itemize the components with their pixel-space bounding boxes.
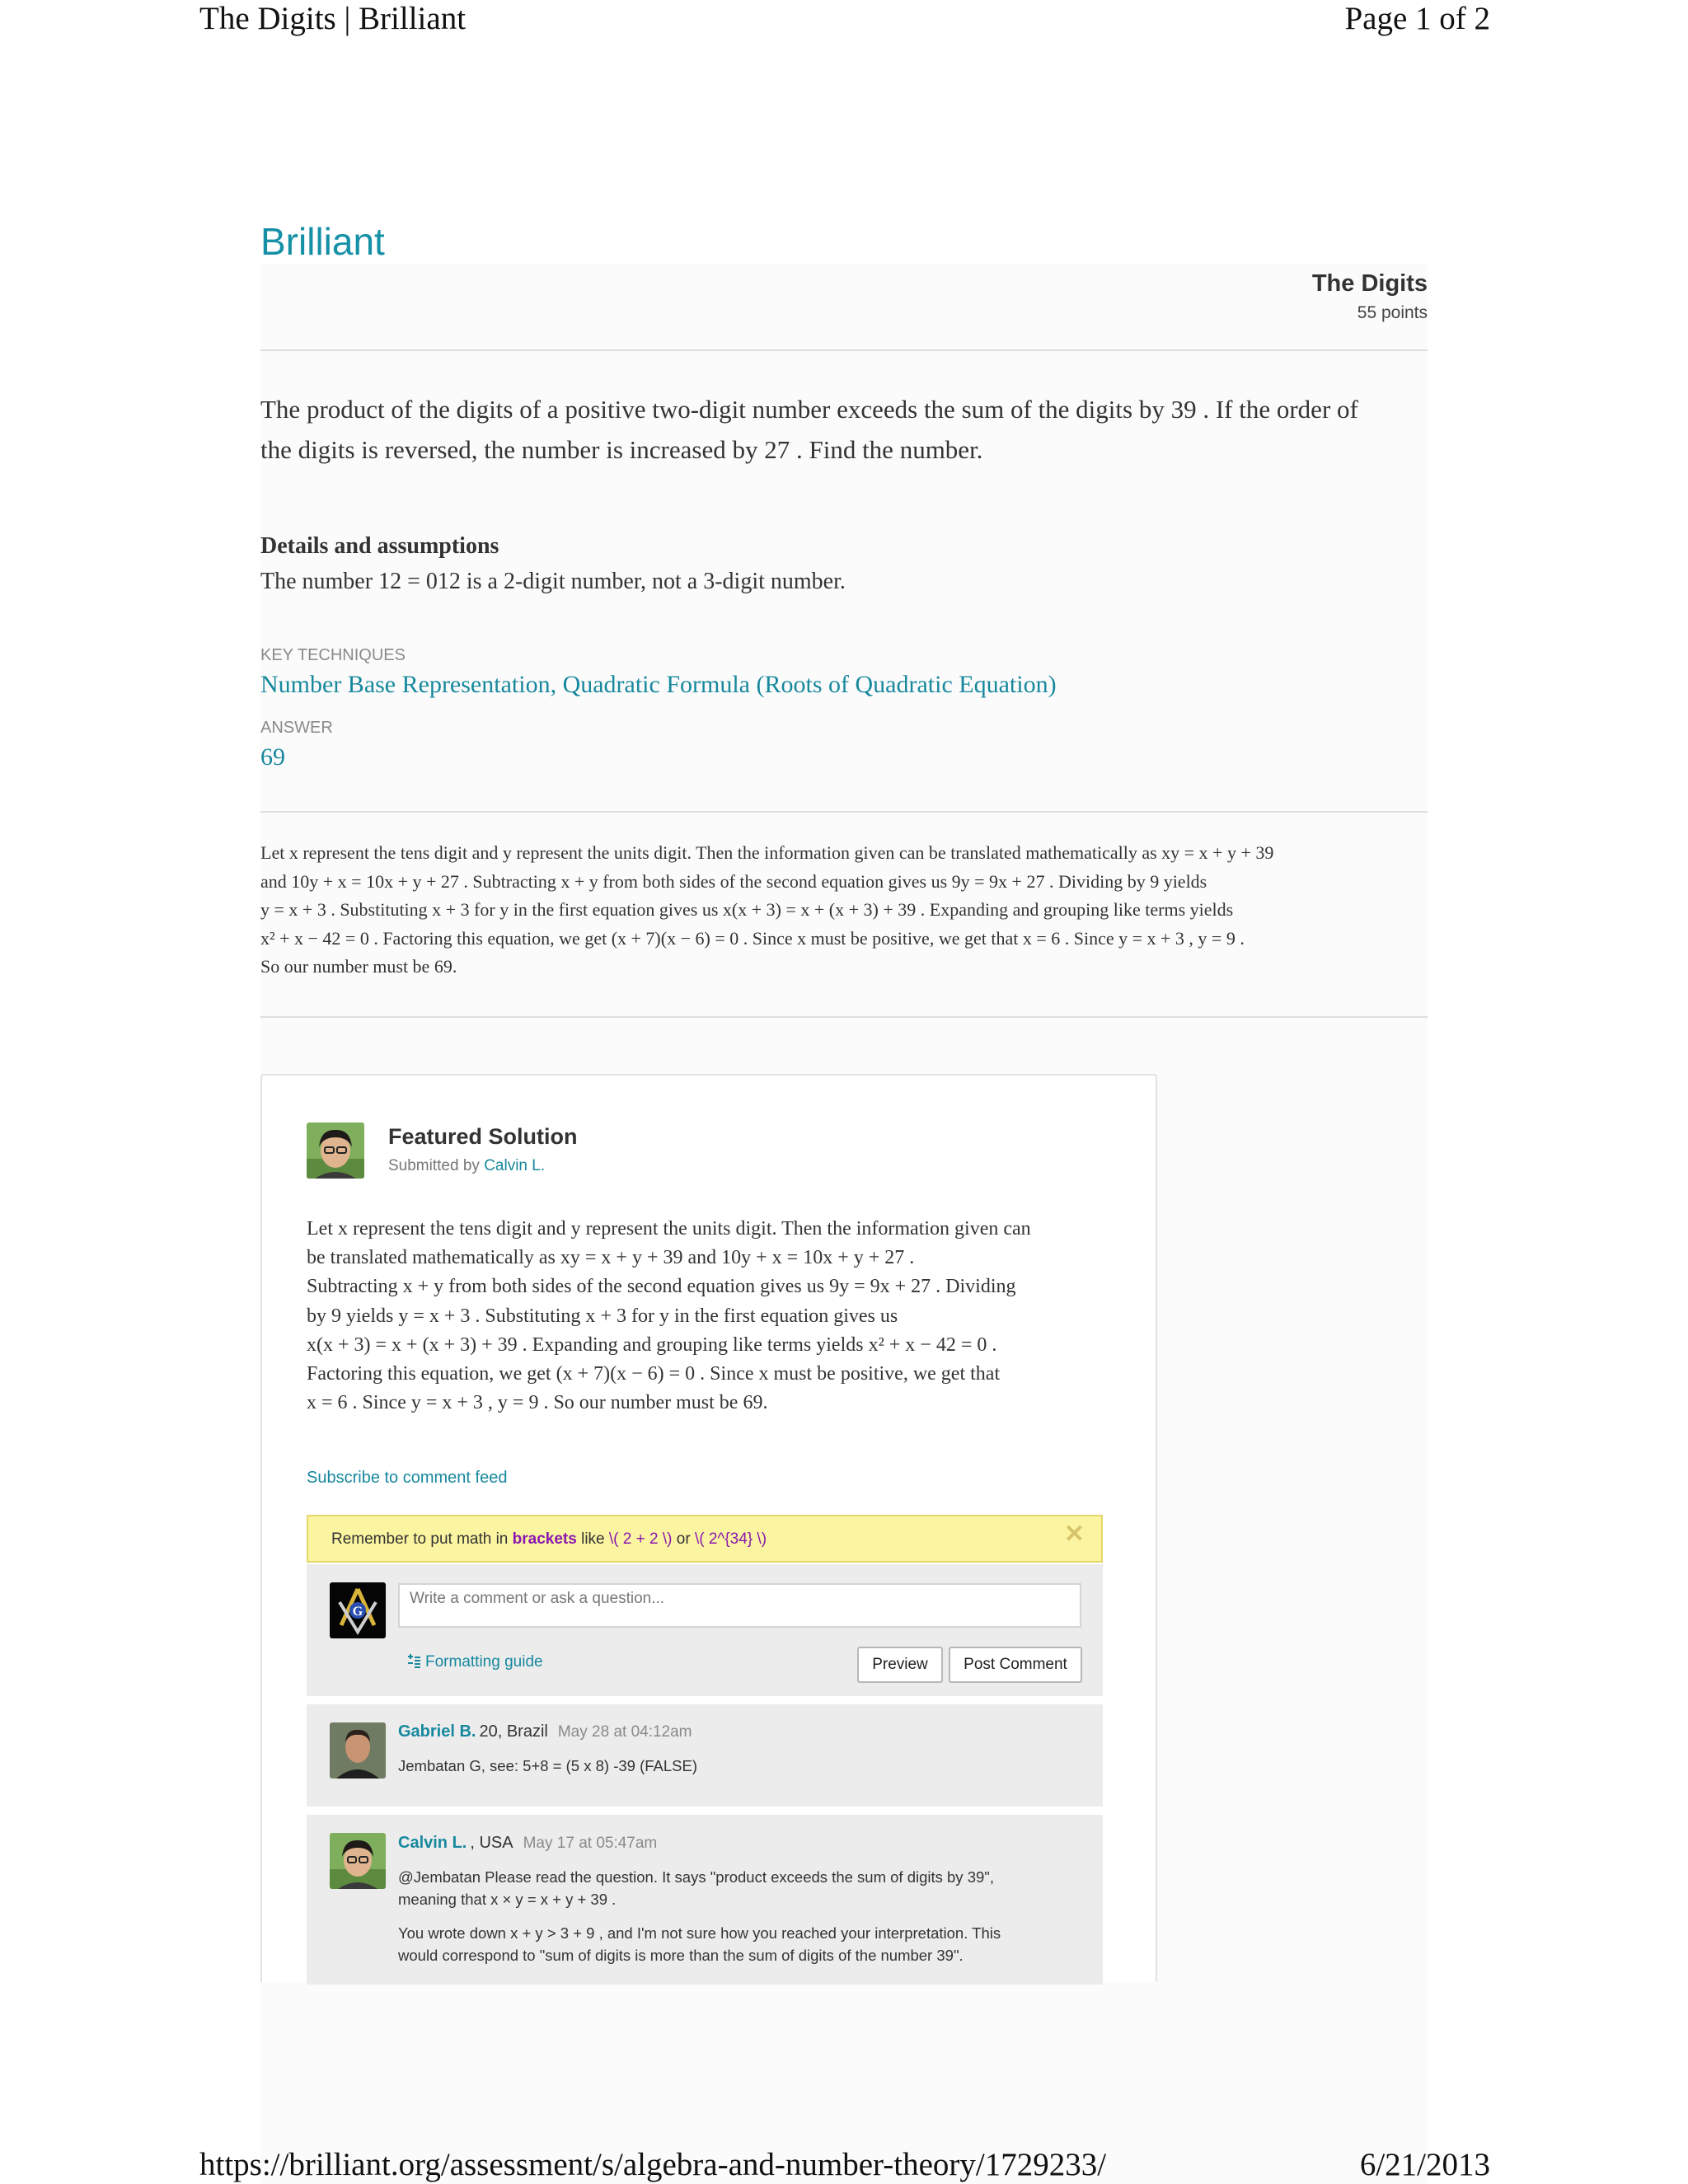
notice-or: or [676, 1530, 691, 1548]
comment-line: @Jembatan Please read the question. It says "product exceeds the sum of digits by 39", [398, 1868, 994, 1886]
key-techniques-link[interactable]: Number Base Representation, Quadratic Formula (Roots of Quadratic Equation) [260, 671, 1057, 698]
comment-line: You wrote down x + y > 3 + 9 , and I'm not sure how you reached your interpretation. This [398, 1924, 1001, 1942]
key-techniques-label: KEY TECHNIQUES [260, 646, 406, 664]
featured-line: by 9 yields y = x + 3 . Substituting x + 3 for y in the first equation gives us [307, 1305, 898, 1327]
featured-line: be translated mathematically as xy = x + y + 39 and 10y + x = 10x + y + 27 . [307, 1247, 915, 1269]
notice-example-1: \( 2 + 2 \) [608, 1530, 673, 1548]
answer-label: ANSWER [260, 719, 333, 737]
problem-text-line-1: The product of the digits of a positive two-digit number exceeds the sum of the digits by 39 . If the order of [260, 395, 1358, 424]
formatting-guide-label[interactable]: Formatting guide [425, 1653, 543, 1671]
brackets-link[interactable]: brackets [512, 1530, 577, 1548]
brilliant-logo-link[interactable]: Brilliant [260, 220, 385, 263]
submitted-by-prefix: Submitted by [388, 1157, 480, 1174]
solution-line: and 10y + x = 10x + y + 27 . Subtracting x + y from both sides of the second equation gives us 9y = 9x + 27 . Dividing by 9 yields [260, 870, 1207, 892]
solution-line: Let x represent the tens digit and y represent the units digit. Then the information given can be translated mathematically as xy = x + y + 39 [260, 842, 1274, 863]
formatting-icon [406, 1653, 422, 1670]
solution-line: So our number must be 69. [260, 956, 457, 977]
notice-text [331, 1530, 767, 1549]
print-page-title: The Digits | Brilliant [199, 1, 467, 36]
comment-author-link[interactable]: Calvin L. [398, 1834, 467, 1852]
details-heading: Details and assumptions [260, 533, 499, 559]
comment-timestamp: May 28 at 04:12am [557, 1723, 692, 1741]
gabriel-avatar[interactable] [330, 1722, 386, 1779]
solution-text [260, 839, 1273, 982]
solution-line: x² + x − 42 = 0 . Factoring this equation, we get (x + 7)(x − 6) = 0 . Since x must be positive, we get that x = 6 . Since y = x + 3 , y = 9 . [260, 927, 1245, 949]
comment-body [398, 1866, 1001, 1966]
divider [260, 1016, 1428, 1018]
featured-line: Subtracting x + y from both sides of the second equation gives us 9y = 9x + 27 . Dividing [307, 1276, 1016, 1298]
preview-button[interactable]: Preview [857, 1647, 943, 1683]
comment-header [398, 1722, 692, 1741]
comment-location: , USA [470, 1834, 513, 1852]
featured-line: Factoring this equation, we get (x + 7)(x − 6) = 0 . Since x must be positive, we get that [307, 1363, 1001, 1385]
formatting-guide-link[interactable] [406, 1653, 543, 1671]
subscribe-comment-feed-link[interactable]: Subscribe to comment feed [307, 1469, 508, 1487]
featured-submitted-by [388, 1157, 545, 1175]
comment-location: 20, Brazil [479, 1722, 548, 1741]
notice-prefix: Remember to put math in [331, 1530, 509, 1548]
comment-line: meaning that x × y = x + y + 39 . [398, 1891, 617, 1908]
svg-text:G: G [352, 1605, 363, 1619]
divider [260, 811, 1428, 813]
answer-value: 69 [260, 743, 285, 771]
comment-line: would correspond to "sum of digits is more than the sum of digits of the number 39". [398, 1947, 964, 1964]
notice-middle: like [581, 1530, 605, 1548]
divider [260, 349, 1428, 351]
problem-title: The Digits [1311, 270, 1428, 297]
comment-header [398, 1834, 657, 1853]
calvin-avatar[interactable] [330, 1833, 386, 1889]
close-icon[interactable]: ✕ [1063, 1521, 1085, 1548]
comment-timestamp: May 17 at 05:47am [523, 1835, 658, 1852]
featured-author-link[interactable]: Calvin L. [484, 1157, 546, 1174]
featured-solution-title: Featured Solution [388, 1124, 578, 1149]
problem-points: 55 points [1357, 303, 1428, 322]
featured-line: Let x represent the tens digit and y represent the units digit. Then the information given can [307, 1218, 1031, 1240]
post-comment-button[interactable]: Post Comment [949, 1647, 1082, 1683]
comment-body: Jembatan G, see: 5+8 = (5 x 8) -39 (FALSE) [398, 1757, 697, 1774]
featured-solution-text [307, 1215, 1031, 1418]
details-text: The number 12 = 012 is a 2-digit number, not a 3-digit number. [260, 569, 846, 594]
user-avatar [330, 1582, 386, 1638]
featured-line: x(x + 3) = x + (x + 3) + 39 . Expanding and grouping like terms yields x² + x − 42 = 0 . [307, 1333, 997, 1356]
featured-line: x = 6 . Since y = x + 3 , y = 9 . So our number must be 69. [307, 1392, 768, 1414]
notice-example-2: \( 2^{34} \) [694, 1530, 767, 1548]
comment-input[interactable]: Write a comment or ask a question... [398, 1583, 1081, 1628]
calvin-avatar[interactable] [307, 1122, 364, 1179]
print-page-number: Page 1 of 2 [1344, 1, 1490, 36]
problem-text-line-2: the digits is reversed, the number is increased by 27 . Find the number. [260, 435, 983, 464]
print-date: 6/21/2013 [1359, 2147, 1490, 2182]
solution-line: y = x + 3 . Substituting x + 3 for y in the first equation gives us x(x + 3) = x + (x + 3) + 39 . Expanding and grouping like terms yields [260, 899, 1234, 920]
comment-author-link[interactable]: Gabriel B. [398, 1722, 476, 1741]
math-brackets-notice [307, 1515, 1103, 1563]
print-url: https://brilliant.org/assessment/s/algebra-and-number-theory/1729233/ [199, 2147, 1107, 2182]
